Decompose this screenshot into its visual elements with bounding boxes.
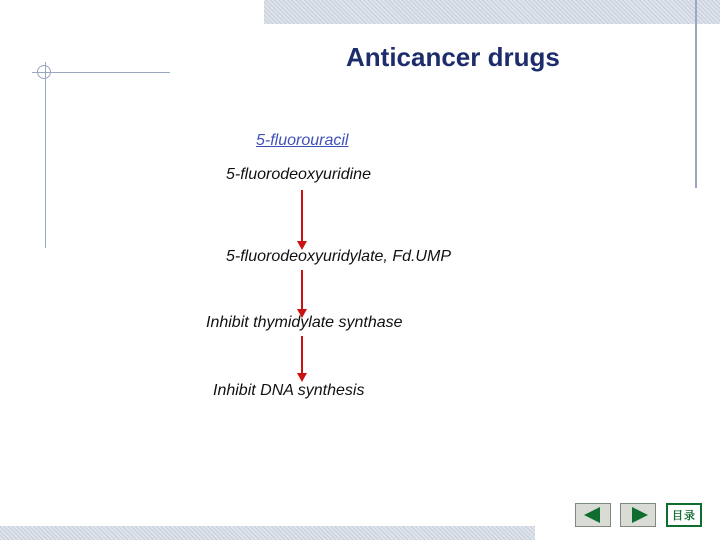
flow-step-fdump: 5-fluorodeoxyuridylate, Fd.UMP	[226, 248, 451, 265]
flow-step-fluorodeoxyuridine: 5-fluorodeoxyuridine	[226, 166, 371, 183]
flow-step-link-fluorouracil[interactable]: 5-fluorouracil	[256, 132, 349, 149]
slide-title: Anticancer drugs	[346, 42, 560, 72]
previous-slide-button[interactable]	[575, 503, 611, 527]
bottom-decorative-band	[0, 526, 535, 540]
corner-circle-ornament	[37, 65, 51, 79]
next-slide-button[interactable]	[620, 503, 656, 527]
flow-arrow-3	[301, 336, 303, 374]
top-decorative-band	[264, 0, 720, 24]
left-vertical-rule	[45, 62, 46, 248]
flow-arrow-2	[301, 270, 303, 310]
flow-arrow-1	[301, 190, 303, 242]
previous-triangle-icon	[584, 507, 600, 523]
flow-step-inhibit-thymidylate-synthase: Inhibit thymidylate synthase	[206, 314, 403, 331]
flow-step-inhibit-dna-synthesis: Inhibit DNA synthesis	[213, 382, 365, 399]
next-triangle-icon	[632, 507, 648, 523]
left-horizontal-rule	[32, 72, 170, 73]
right-vertical-rule	[695, 0, 697, 188]
table-of-contents-button[interactable]: 目录	[666, 503, 702, 527]
